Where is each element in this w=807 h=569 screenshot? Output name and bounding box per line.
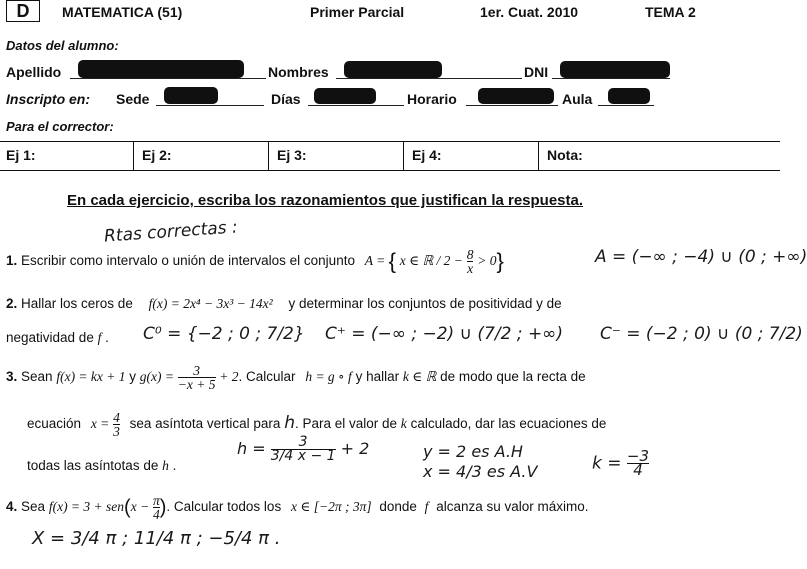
exercise-2-number: 2. xyxy=(6,296,18,311)
exercise-3-answer-ah: y = 2 es A.H xyxy=(423,442,523,461)
corrector-grid-divider xyxy=(538,141,539,170)
corrector-cell-ej2: Ej 2: xyxy=(142,147,172,163)
dias-label: Días xyxy=(271,91,301,107)
exercise-1: 1. Escribir como intervalo o unión de intervalos el conjunto A = { x ∈ ℝ / 2 − $\frac{8}{x}$ > 0} xyxy=(6,247,504,276)
aula-redaction xyxy=(608,88,650,104)
dni-label: DNI xyxy=(524,64,549,80)
set-a-fraction: $\frac{8}{x}$ xyxy=(466,247,474,276)
sede-label: Sede xyxy=(116,91,150,107)
exercise-4-answer: X = 3/4 π ; 11/4 π ; −5/4 π . xyxy=(32,528,281,549)
exercise-1-answer: A = (−∞ ; −4) ∪ (0 ; +∞) xyxy=(595,247,807,267)
exercise-4-number: 4. xyxy=(6,499,18,514)
corrector-cell-ej1: Ej 1: xyxy=(6,147,36,163)
set-a-name: A xyxy=(364,253,373,269)
tema-letter-box: D xyxy=(6,0,40,22)
corrector-label: Para el corrector: xyxy=(6,119,114,134)
exercise-3-number: 3. xyxy=(6,369,18,384)
tema-label: TEMA 2 xyxy=(645,4,696,20)
corrector-cell-nota: Nota: xyxy=(547,147,583,163)
corrector-grid-top xyxy=(0,141,780,142)
exercise-2-formula: f(x) = 2x⁴ − 3x³ − 14x² xyxy=(148,296,273,311)
exercise-2-line-1: 2. Hallar los ceros de f(x) = 2x⁴ − 3x³ − 14x² y determinar los conjuntos de positividad y de xyxy=(6,296,562,311)
sede-field xyxy=(156,105,264,106)
dni-field xyxy=(552,78,670,79)
dni-redaction xyxy=(560,61,670,78)
exercise-3-answer-av: x = 4/3 es A.V xyxy=(423,462,538,481)
corrector-grid-divider xyxy=(403,141,404,170)
exercise-4: 4. Sea f(x) = 3 + sen(x − $\frac{\pi}{4}$ ). Calcular todos los x ∈ [−2π ; 3π] donde f alcanza su valor máximo. xyxy=(6,492,589,522)
horario-field xyxy=(466,105,558,106)
exercise-3-answer-h: h = $\frac{3}{3/4 x - 1}$ + 2 xyxy=(237,434,370,464)
exercise-2-answer-cneg: C⁻ = (−2 ; 0) ∪ (0 ; 7/2) xyxy=(600,324,803,344)
nombres-field xyxy=(336,78,522,79)
apellido-field xyxy=(70,78,266,79)
horario-label: Horario xyxy=(407,91,457,107)
corrector-cell-ej4: Ej 4: xyxy=(412,147,442,163)
exercise-2-answer-c0: C⁰ = {−2 ; 0 ; 7/2} xyxy=(143,324,305,344)
corrector-cell-ej3: Ej 3: xyxy=(277,147,307,163)
corrector-grid-divider xyxy=(133,141,134,170)
term-label: 1er. Cuat. 2010 xyxy=(480,4,579,20)
g-fraction: $\frac{3}{-x + 5}$ xyxy=(177,362,216,392)
exercise-3-line-2: ecuación x = $\frac{4}{3}$ sea asíntota vertical para h. Para el valor de k calculado, dar las ecuaciones de xyxy=(27,409,607,439)
nombres-redaction xyxy=(344,61,442,78)
corrector-grid-bottom xyxy=(0,170,780,171)
subject-title: MATEMATICA (51) xyxy=(62,4,183,20)
x-fraction: $\frac{4}{3}$ xyxy=(113,409,120,439)
corrector-grid-divider xyxy=(268,141,269,170)
apellido-redaction xyxy=(78,60,244,78)
dias-redaction xyxy=(314,88,376,104)
exercise-3-line-3: todas las asíntotas de h . xyxy=(27,458,177,473)
nombres-label: Nombres xyxy=(268,64,329,80)
exam-title: Primer Parcial xyxy=(310,4,405,20)
exercise-3-answer-k: k = $\frac{-3}{4}$ xyxy=(592,447,650,479)
set-a-definition: x ∈ ℝ / 2 − xyxy=(399,253,463,269)
aula-field xyxy=(598,105,654,106)
exercise-2-answer-cpos: C⁺ = (−∞ ; −2) ∪ (7/2 ; +∞) xyxy=(325,324,563,344)
exercise-3-line-1: 3. Sean f(x) = kx + 1 y g(x) = $\frac{3}{-x + 5}$ + 2. Calcular h = g ∘ f y hallar k ∈ ℝ de modo que la recta de xyxy=(6,362,586,392)
aula-label: Aula xyxy=(562,91,593,107)
exercise-1-text: Escribir como intervalo o unión de intervalos el conjunto xyxy=(21,253,355,269)
student-section-label: Datos del alumno: xyxy=(6,38,119,53)
dias-field xyxy=(308,105,404,106)
exercise-2-line-2: negatividad de f . xyxy=(6,330,109,345)
handwritten-note: Rtas correctas : xyxy=(103,217,239,247)
instruction: En cada ejercicio, escriba los razonamientos que justifican la respuesta. xyxy=(67,192,584,209)
apellido-label: Apellido xyxy=(6,64,62,80)
inscripto-label: Inscripto en: xyxy=(6,91,91,107)
horario-redaction xyxy=(478,88,554,104)
exercise-1-number: 1. xyxy=(6,253,18,269)
sede-redaction xyxy=(164,87,218,104)
